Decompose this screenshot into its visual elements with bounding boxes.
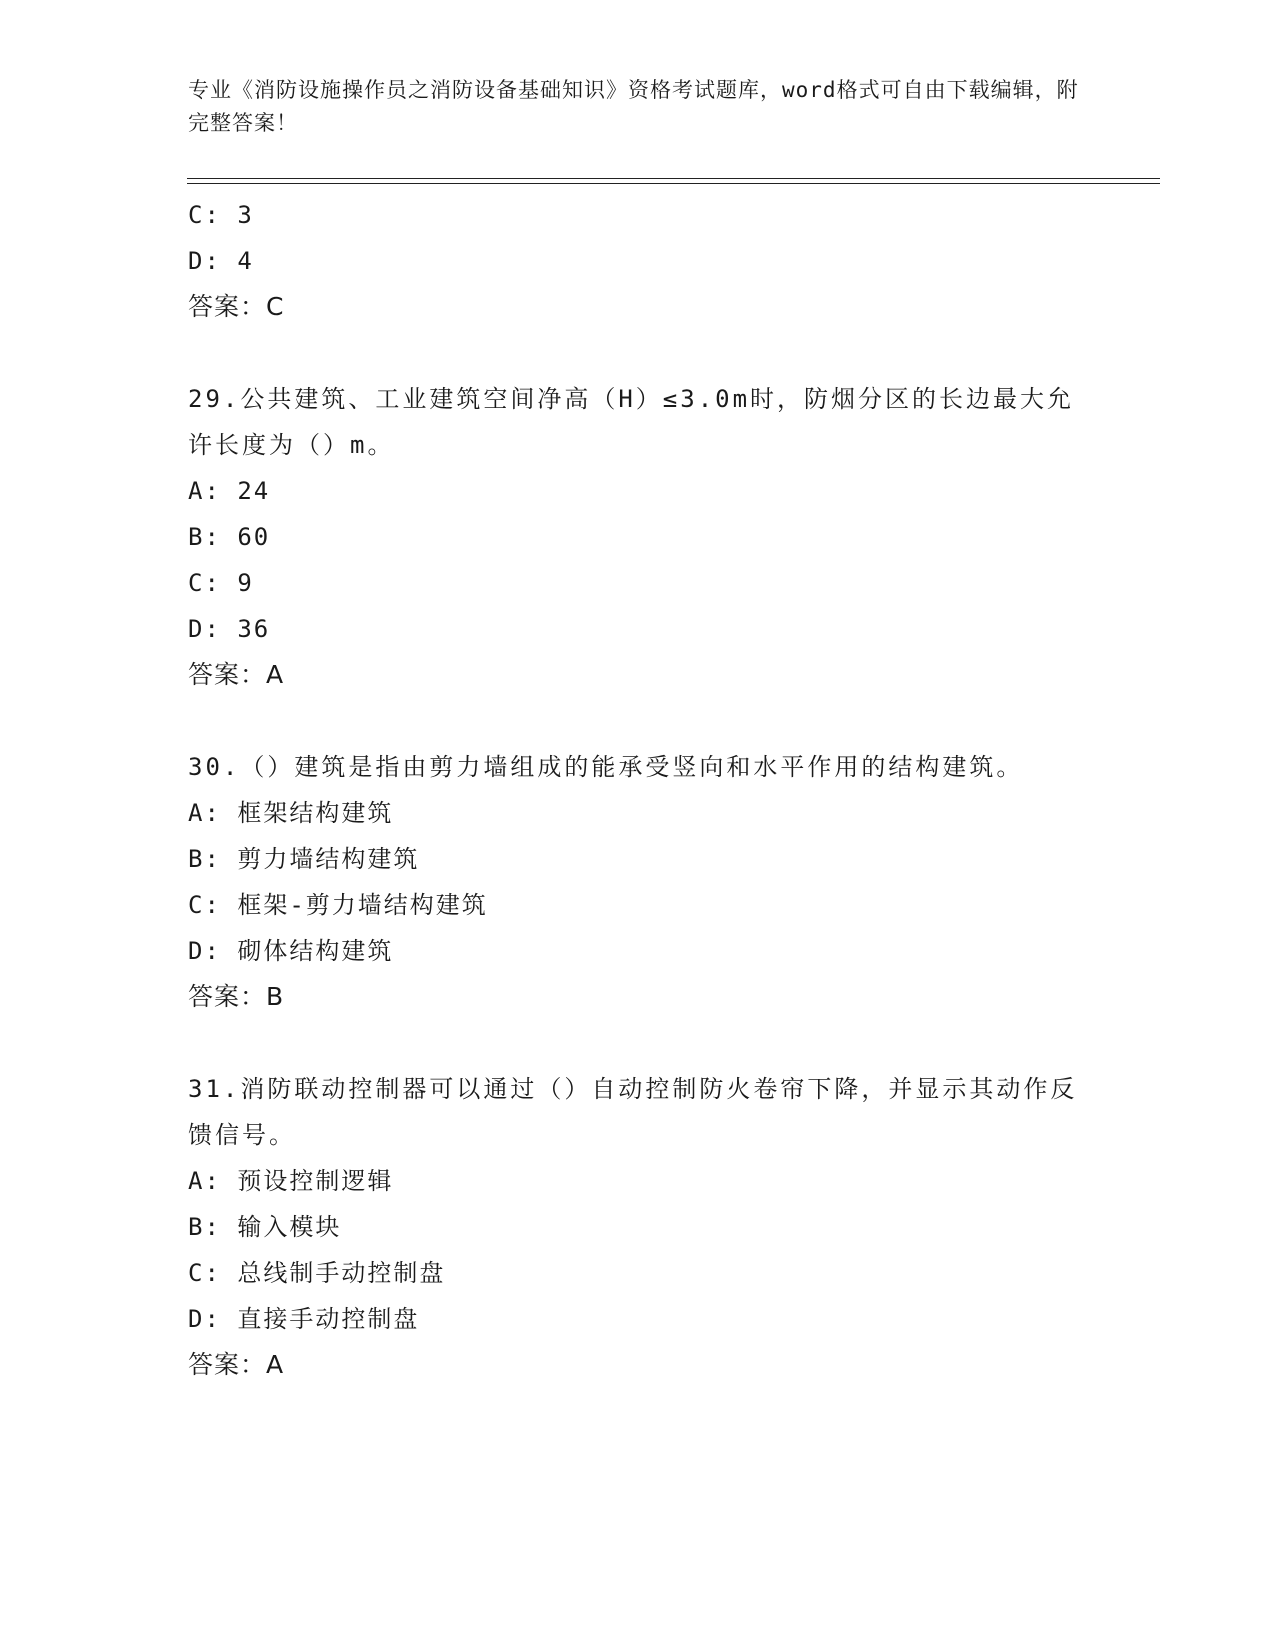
question-stem: 31.消防联动控制器可以通过（）自动控制防火卷帘下降，并显示其动作反馈信号。 [188, 1075, 1078, 1149]
option-a: A: 预设控制逻辑 [188, 1167, 394, 1195]
option-d: D: 砌体结构建筑 [188, 937, 394, 965]
header-divider-bottom [187, 183, 1160, 184]
header-divider-top [187, 178, 1160, 179]
option-d: D: 4 [188, 247, 254, 275]
question-stem: 29.公共建筑、工业建筑空间净高（H）≤3.0m时，防烟分区的长边最大允许长度为（）m。 [188, 385, 1075, 459]
option-c: C: 9 [188, 569, 254, 597]
question-block-30 [188, 744, 1088, 1020]
option-c: C: 总线制手动控制盘 [188, 1259, 446, 1287]
answer-line: 答案：C [188, 292, 285, 321]
option-d: D: 36 [188, 615, 271, 643]
option-b: B: 60 [188, 523, 271, 551]
question-block-28 [188, 192, 1088, 330]
document-header [188, 74, 1088, 140]
option-a: A: 框架结构建筑 [188, 799, 394, 827]
header-text: 专业《消防设施操作员之消防设备基础知识》资格考试题库，word格式可自由下载编辑，附完整答案！ [188, 78, 1079, 135]
question-block-29 [188, 376, 1088, 698]
question-stem: 30.（）建筑是指由剪力墙组成的能承受竖向和水平作用的结构建筑。 [188, 753, 1024, 781]
option-d: D: 直接手动控制盘 [188, 1305, 420, 1333]
option-a: A: 24 [188, 477, 271, 505]
answer-line: 答案：A [188, 1350, 285, 1379]
option-c: C: 框架-剪力墙结构建筑 [188, 891, 488, 919]
answer-line: 答案：B [188, 982, 285, 1011]
option-b: B: 输入模块 [188, 1213, 342, 1241]
question-list [188, 192, 1088, 1388]
option-c: C: 3 [188, 201, 254, 229]
spacer [188, 330, 1088, 376]
option-b: B: 剪力墙结构建筑 [188, 845, 420, 873]
spacer [188, 1020, 1088, 1066]
answer-line: 答案：A [188, 660, 285, 689]
question-block-31 [188, 1066, 1088, 1388]
spacer [188, 698, 1088, 744]
